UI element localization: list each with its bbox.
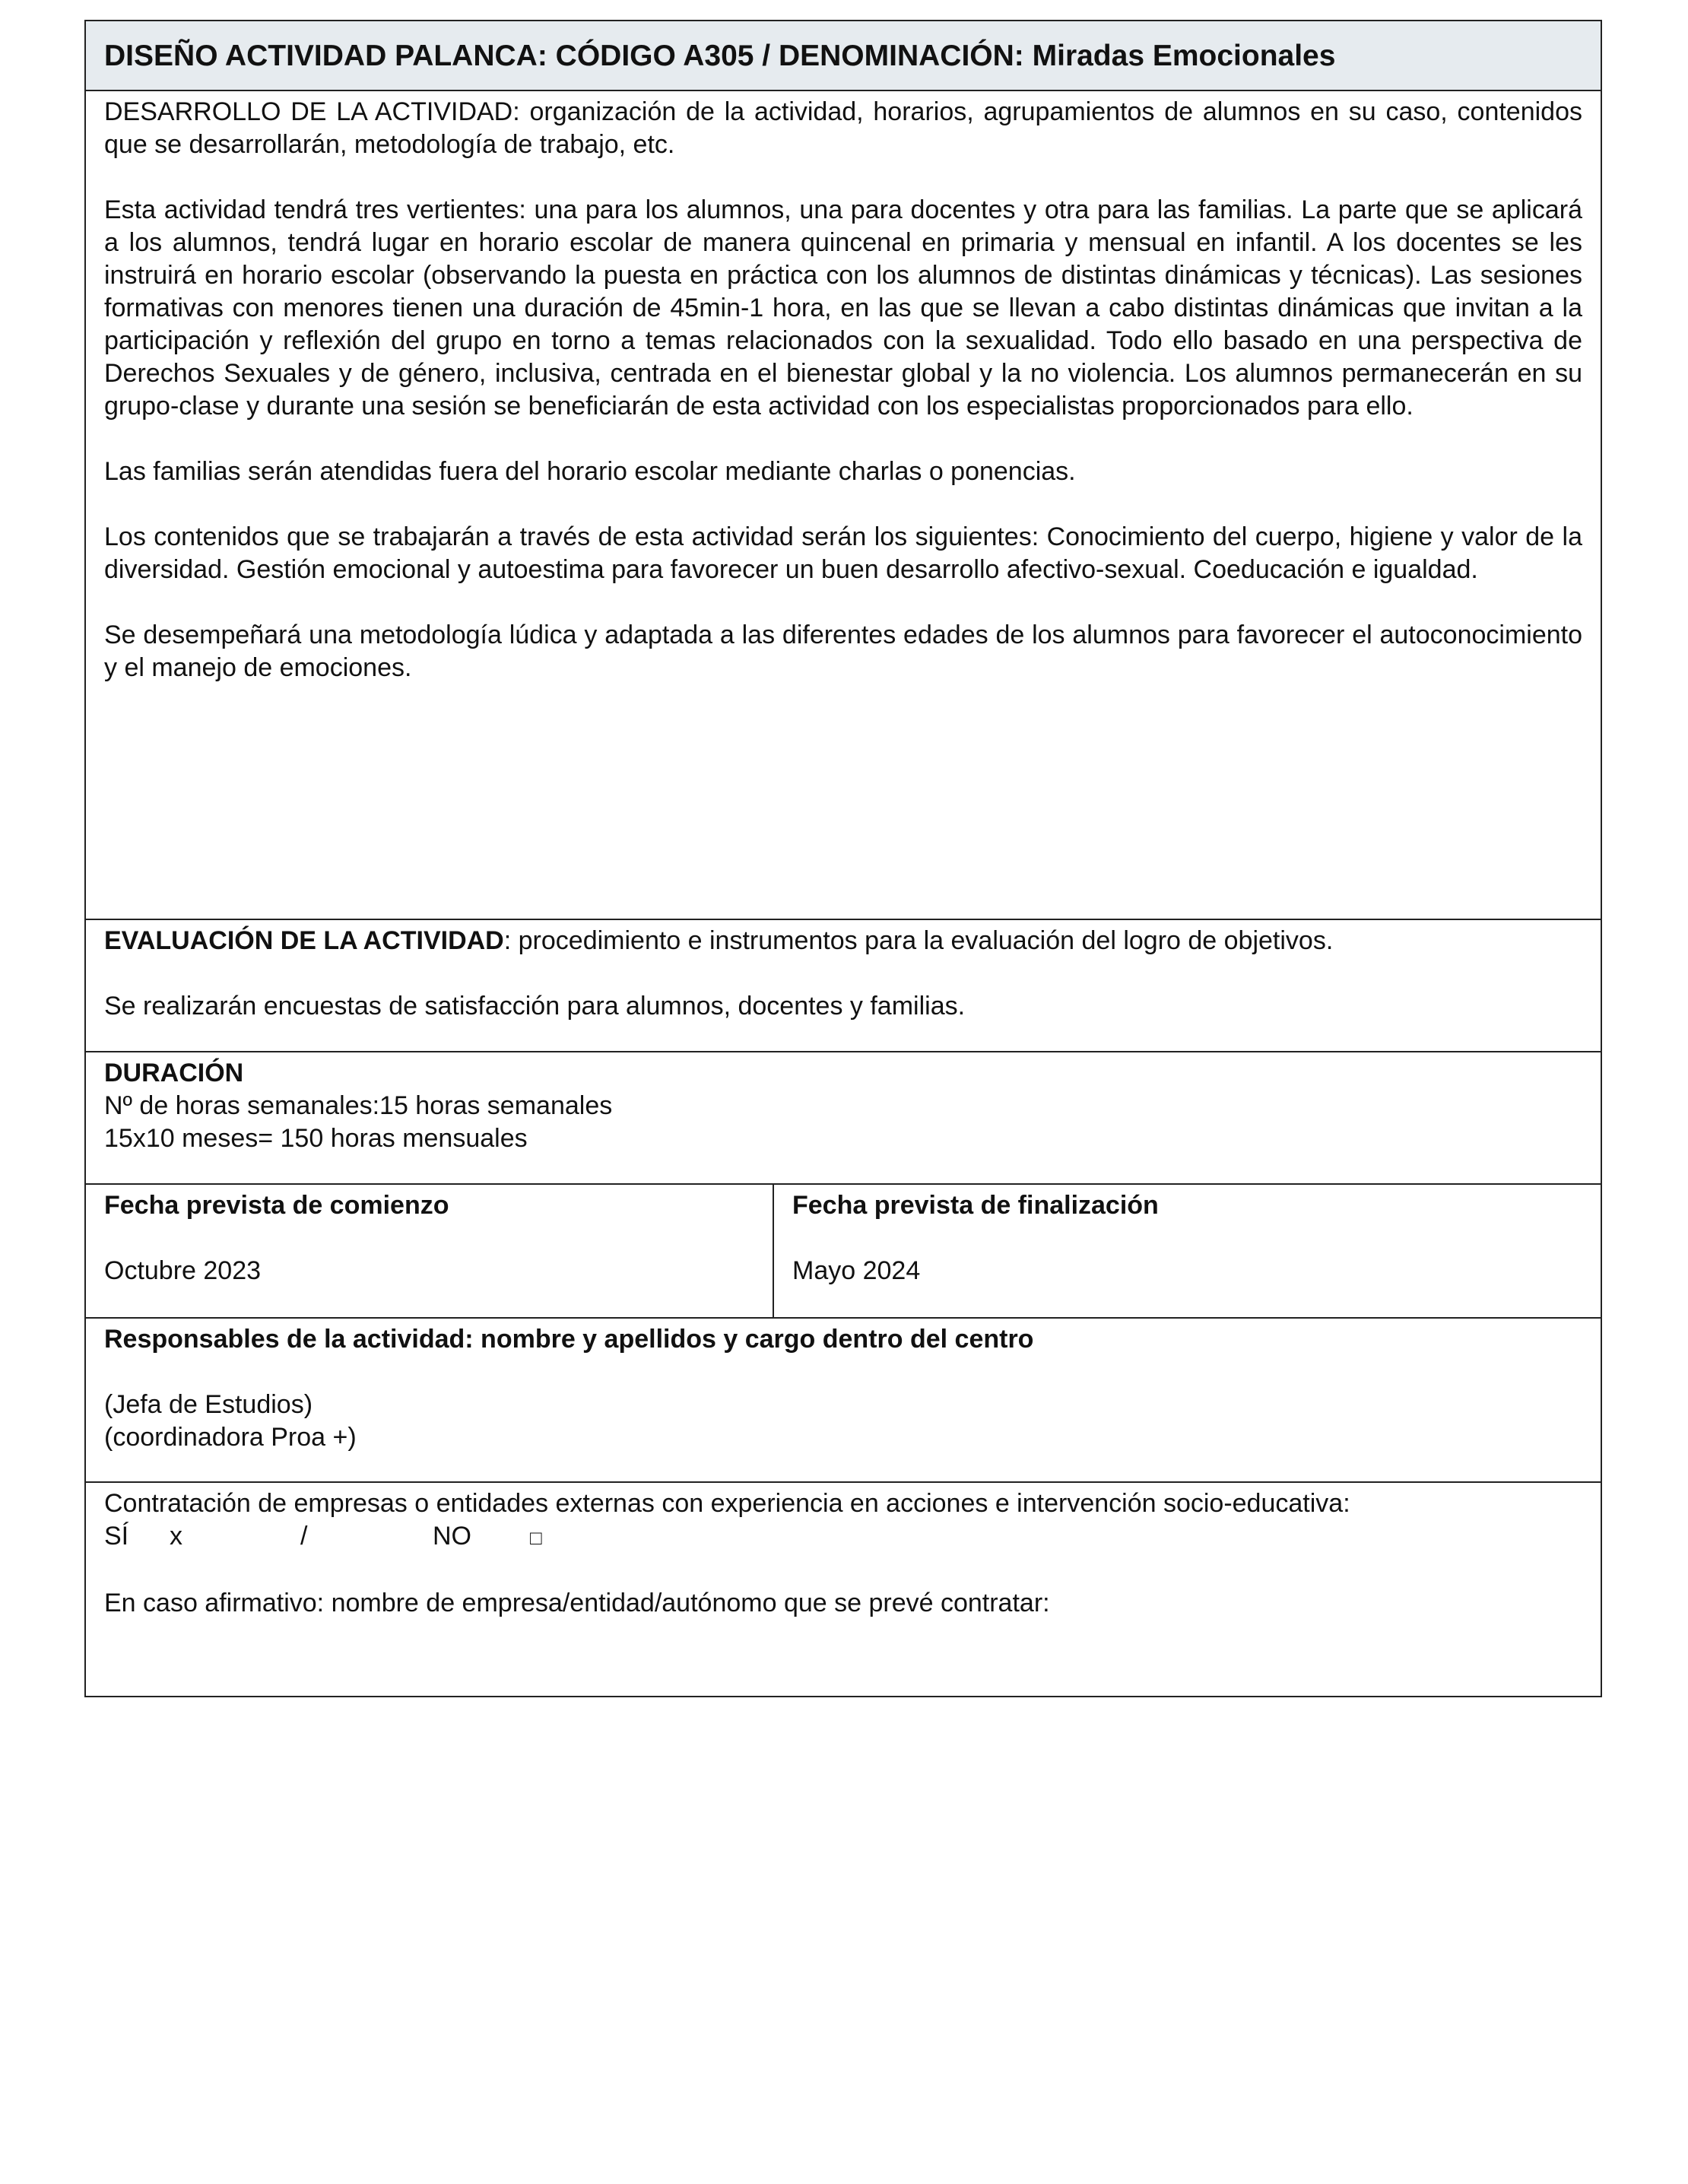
desarrollo-paragraph-3: Los contenidos que se trabajarán a través de esta actividad serán los siguientes: Conocimiento del cuerpo, higiene y valor de la diversidad. Gestión emocional y autoestima para favorecer un buen desarrollo afectivo-sexual. Coeducación e igualdad. [104,522,1582,584]
desarrollo-paragraph-2: Las familias serán atendidas fuera del horario escolar mediante charlas o ponencias. [104,457,1076,486]
fecha-comienzo-value: Octubre 2023 [104,1256,262,1285]
section-responsables [86,1317,1601,1481]
section-evaluacion [86,919,1601,1051]
responsables-line-1: (Jefa de Estudios) [104,1390,313,1419]
duracion-heading: DURACIÓN [104,1059,244,1087]
activity-design-form [84,20,1602,1697]
duracion-line-1: Nº de horas semanales:15 horas semanales [104,1091,613,1120]
contratacion-choice [104,1520,1582,1554]
section-desarrollo [86,90,1601,919]
choice-separator: / [300,1522,308,1551]
desarrollo-paragraph-1: Esta actividad tendrá tres vertientes: una para los alumnos, una para docentes y otra para las familias. La parte que se aplicará a los alumnos, tendrá lugar en horario escolar de manera quincenal en primaria y mensual en infantil. A los docentes se les instruirá en horario escolar (observando la puesta en práctica con los alumnos de distintas dinámicas y técnicas). Las sesiones formativas con menores tienen una duración de 45min-1 hora, en las que se llevan a cabo distintas dinámicas que invitan a la participación y reflexión del grupo en torno a temas relacionados con la sexualidad. Todo ello basado en una perspectiva de Derechos Sexuales y de género, inclusiva, centrada en el bienestar global y la no violencia. Los alumnos permanecerán en su grupo-clase y durante una sesión se beneficiarán de esta actividad con los especialistas proporcionados para ello. [104,195,1582,421]
fecha-finalizacion-cell [774,1185,1601,1317]
desarrollo-paragraph-4: Se desempeñará una metodología lúdica y adaptada a las diferentes edades de los alumnos para favorecer el autoconocimiento y el manejo de emociones. [104,621,1582,682]
form-title: DISEÑO ACTIVIDAD PALANCA: CÓDIGO A305 / DENOMINACIÓN: Miradas Emocionales [104,39,1336,72]
section-fechas [86,1183,1601,1317]
evaluacion-heading [104,925,1582,957]
no-label: NO [433,1522,471,1551]
evaluacion-heading-rest: : procedimiento e instrumentos para la evaluación del logro de objetivos. [503,926,1334,955]
si-label: SÍ [104,1522,129,1551]
fecha-comienzo-cell [86,1185,774,1317]
duracion-line-2: 15x10 meses= 150 horas mensuales [104,1124,528,1153]
form-header [86,21,1601,90]
no-checkbox[interactable]: □ [530,1526,542,1549]
contratacion-heading: Contratación de empresas o entidades externas con experiencia en acciones e intervención socio-educativa: [104,1489,1350,1518]
fecha-comienzo-label: Fecha prevista de comienzo [104,1191,449,1220]
responsables-line-2: (coordinadora Proa +) [104,1423,357,1452]
fecha-finalizacion-label: Fecha prevista de finalización [792,1191,1159,1220]
evaluacion-text: Se realizarán encuestas de satisfacción para alumnos, docentes y familias. [104,992,966,1021]
si-checkbox[interactable]: x [170,1522,182,1551]
section-duracion [86,1051,1601,1183]
contratacion-afirmativo: En caso afirmativo: nombre de empresa/entidad/autónomo que se prevé contratar: [104,1589,1050,1617]
responsables-heading: Responsables de la actividad: nombre y apellidos y cargo dentro del centro [104,1325,1034,1354]
fecha-finalizacion-value: Mayo 2024 [792,1256,921,1285]
evaluacion-heading-bold: EVALUACIÓN DE LA ACTIVIDAD [104,926,504,955]
section-contratacion [86,1481,1601,1696]
desarrollo-heading: DESARROLLO DE LA ACTIVIDAD: organización de la actividad, horarios, agrupamientos de alumnos en su caso, contenidos que se desarrollarán, metodología de trabajo, etc. [104,97,1582,159]
